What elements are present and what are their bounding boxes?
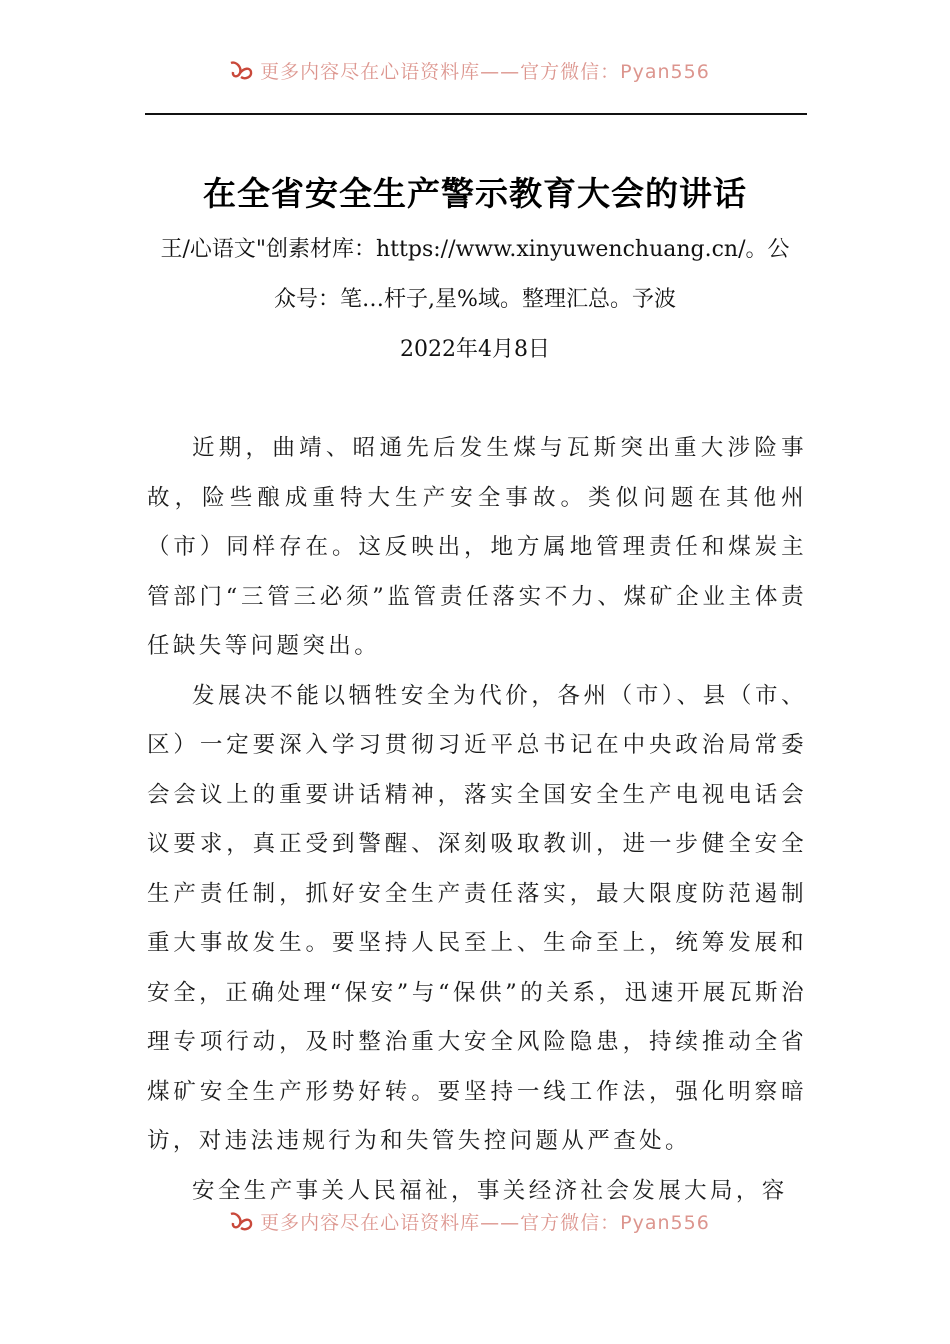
source-line-1: 王/心语文"创素材库：https://www.xinyuwenchuang.cn/。公: [160, 237, 790, 262]
paragraph: 安全生产事关人民福祉，事关经济社会发展大局，容: [192, 1177, 788, 1204]
header-divider: [145, 113, 807, 115]
document-date: 2022年4月8日: [400, 337, 550, 362]
watermark-header: [0, 56, 950, 84]
source-line-2: 众号：笔…杆子,星%域。整理汇总。予波: [274, 287, 676, 312]
watermark-text: 更多内容尽在心语资料库——官方微信：Pyan556: [260, 1211, 710, 1234]
paragraph: 发展决不能以牺牲安全为代价，各州（市）、县（市、区）一定要深入学习贯彻习近平总书记在中央政治局常委会会议上的重要讲话精神，落实全国安全生产电视电话会议要求，真正受到警醒、深刻吸取教训，进一步健全安全生产责任制，抓好安全生产责任落实，最大限度防范遏制重大事故发生。要坚持人民至上、生命至上，统筹发展和安全，正确处理“保安”与“保供”的关系，迅速开展瓦斯治理专项行动，及时整治重大安全风险隐患，持续推动全省煤矿安全生产形势好转。要坚持一线工作法，强化明察暗访，对违法违规行为和失管失控问题从严查处。: [147, 682, 807, 1154]
page-title: 在全省安全生产警示教育大会的讲话: [203, 174, 747, 213]
document-body: [147, 424, 807, 1216]
watermark-footer: [0, 1207, 950, 1235]
paragraph: 近期，曲靖、昭通先后发生煤与瓦斯突出重大涉险事故，险些酿成重特大生产安全事故。类似问题在其他州（市）同样存在。这反映出，地方属地管理责任和煤炭主管部门“三管三必须”监管责任落实不力、煤矿企业主体责任缺失等问题突出。: [147, 435, 807, 659]
watermark-text: 更多内容尽在心语资料库——官方微信：Pyan556: [260, 60, 710, 83]
logo-icon: [228, 59, 254, 81]
logo-icon: [228, 1210, 254, 1232]
